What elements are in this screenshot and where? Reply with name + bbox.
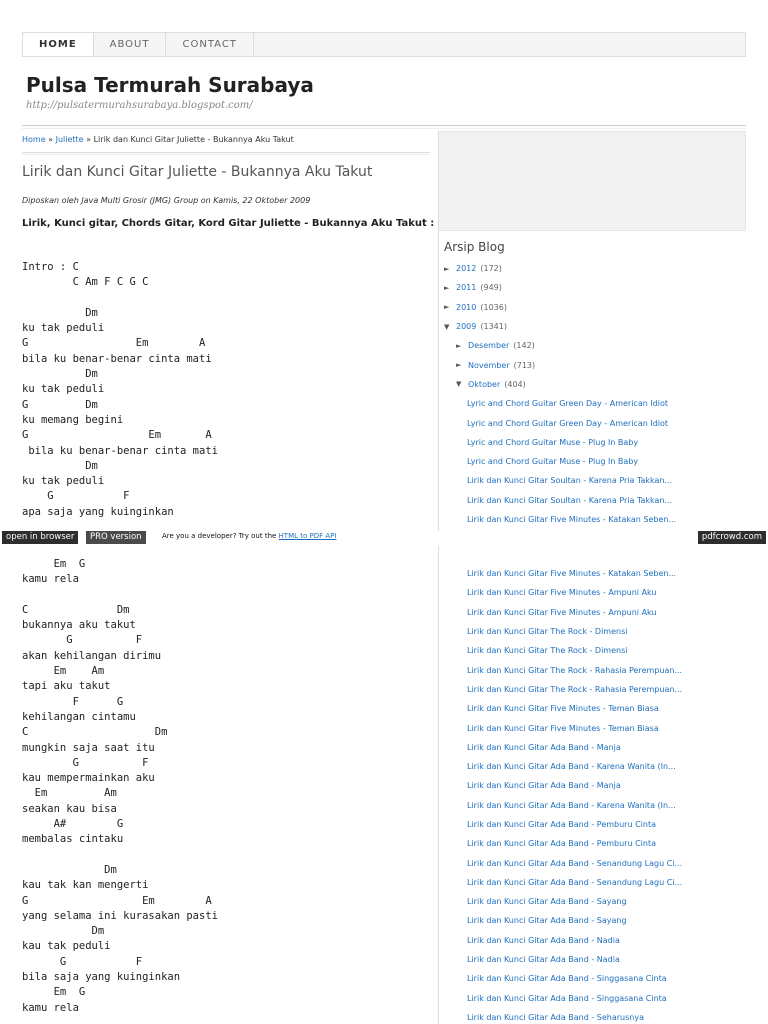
archive-post-link[interactable]: Lirik dan Kunci Gitar Five Minutes - Teman Biasa [467,704,659,714]
breadcrumb-label[interactable]: Juliette [55,135,84,144]
archive-year[interactable] [444,298,676,317]
archive-post-item[interactable] [444,911,682,930]
post-title: Lirik dan Kunci Gitar Juliette - Bukannya Aku Takut [22,164,373,180]
chord-sheet-bottom: Em G kamu rela C Dm bukannya aku takut G F akan kehilangan dirimu Em Am tapi aku takut F G kehilangan cintamu C Dm mungkin saja saat itu G F kau mempermainkan aku Em Am seakan kau bisa A# G membalas cintaku Dm kau tak kan mengerti G Em A yang selama ini kurasakan pasti Dm kau tak peduli G F bila saja yang kuinginkan Em G kamu rela [22,558,218,1014]
archive-year-link[interactable]: 2011 [456,283,477,293]
archive-post-item[interactable] [444,931,682,950]
pdfcrowd-bar [0,531,768,545]
archive-month-link[interactable]: Desember [468,341,510,351]
archive-month[interactable] [444,355,676,374]
archive-month[interactable] [444,375,676,394]
nav-contact[interactable]: CONTACT [166,33,253,56]
archive-post-item[interactable] [444,491,676,510]
archive-count: (142) [513,341,535,351]
archive-post-link[interactable]: Lyric and Chord Guitar Green Day - American Idiot [467,399,669,409]
toggle-icon[interactable]: ► [444,264,450,273]
breadcrumb-divider [22,152,430,155]
archive-count: (1036) [480,302,507,312]
archive-post-item[interactable] [444,738,682,757]
toggle-icon[interactable]: ► [444,303,450,312]
archive-post-item[interactable] [444,815,682,834]
chord-sheet-top: Intro : C C Am F C G C Dm ku tak peduli G Em A bila ku benar-benar cinta mati Dm ku tak peduli G Dm ku memang begini G Em A bila ku benar-benar cinta mati Dm ku tak peduli G F apa saja yang kuinginkan [22,261,218,518]
archive-year-link[interactable]: 2012 [456,264,477,274]
pro-version-button[interactable]: PRO version [86,531,146,544]
archive-count: (949) [480,283,502,293]
sidebar-ad-box [438,131,746,231]
archive-post-item[interactable] [444,1008,682,1024]
archive-post-link[interactable]: Lirik dan Kunci Gitar Ada Band - Karena Wanita (In... [467,800,676,810]
archive-year-link[interactable]: 2010 [456,302,477,312]
post-subtitle: Lirik, Kunci gitar, Chords Gitar, Kord Gitar Juliette - Bukannya Aku Takut : [22,218,435,229]
archive-post-link[interactable]: Lyric and Chord Guitar Muse - Plug In Baby [467,437,639,447]
archive-post-link[interactable]: Lirik dan Kunci Gitar The Rock - Dimensi [467,627,628,637]
archive-year-link[interactable]: 2009 [456,322,477,332]
archive-post-link[interactable]: Lirik dan Kunci Gitar Ada Band - Sayang [467,916,627,926]
archive-post-link[interactable]: Lirik dan Kunci Gitar Ada Band - Senandung Lagu Ci... [467,858,683,868]
archive-post-link[interactable]: Lirik dan Kunci Gitar Five Minutes - Teman Biasa [467,723,659,733]
breadcrumb-home[interactable]: Home [22,135,46,144]
nav-home[interactable]: HOME [23,33,94,56]
html-to-pdf-link[interactable]: HTML to PDF API [278,532,337,540]
blog-url: http://pulsatermurahsurabaya.blogspot.com/ [26,100,253,111]
archive-count: (404) [504,379,526,389]
archive-list-bottom [444,564,682,1024]
toggle-icon[interactable]: ► [456,361,462,370]
toggle-icon[interactable]: ► [456,341,462,350]
archive-post-link[interactable]: Lyric and Chord Guitar Muse - Plug In Baby [467,457,639,467]
toggle-icon[interactable]: ► [444,283,450,292]
sidebar-divider [438,131,439,531]
top-nav [22,32,746,57]
archive-post-link[interactable]: Lirik dan Kunci Gitar Ada Band - Senandung Lagu Ci... [467,877,683,887]
archive-post-link[interactable]: Lirik dan Kunci Gitar Ada Band - Seharusnya [467,1012,644,1022]
archive-count: (172) [480,264,502,274]
blog-title[interactable]: Pulsa Termurah Surabaya [26,73,314,97]
archive-post-item[interactable] [444,471,676,490]
header-divider [22,125,746,129]
archive-post-item[interactable] [444,834,682,853]
archive-post-link[interactable]: Lirik dan Kunci Gitar The Rock - Dimensi [467,646,628,656]
archive-post-link[interactable]: Lirik dan Kunci Gitar Ada Band - Manja [467,742,621,752]
archive-post-item[interactable] [444,583,682,602]
archive-post-link[interactable]: Lirik dan Kunci Gitar Soultan - Karena Pria Takkan... [467,476,673,486]
archive-post-item[interactable] [444,969,682,988]
archive-post-link[interactable]: Lyric and Chord Guitar Green Day - American Idiot [467,418,669,428]
archive-title: Arsip Blog [444,240,505,254]
archive-post-link[interactable]: Lirik dan Kunci Gitar Ada Band - Manja [467,781,621,791]
pdfcrowd-brand[interactable]: pdfcrowd.com [698,531,766,544]
archive-month-link[interactable]: Oktober [468,379,501,389]
nav-about[interactable]: ABOUT [94,33,167,56]
archive-post-item[interactable] [444,950,682,969]
archive-year[interactable] [444,259,676,278]
archive-post-link[interactable]: Lirik dan Kunci Gitar The Rock - Rahasia Perempuan... [467,684,683,694]
archive-post-item[interactable] [444,853,682,872]
sidebar-divider [438,546,439,1024]
archive-post-item[interactable] [444,892,682,911]
pdfcrowd-message [162,532,336,540]
archive-post-item[interactable] [444,622,682,641]
archive-post-item[interactable] [444,699,682,718]
archive-post-link[interactable]: Lirik dan Kunci Gitar Ada Band - Nadia [467,935,620,945]
breadcrumb-separator: » [83,135,94,144]
archive-post-link[interactable]: Lirik dan Kunci Gitar Soultan - Karena Pria Takkan... [467,495,673,505]
archive-post-item[interactable] [444,641,682,660]
archive-post-item[interactable] [444,603,682,622]
archive-post-link[interactable]: Lirik dan Kunci Gitar Five Minutes - Katakan Seben... [467,515,677,524]
archive-post-link[interactable]: Lirik dan Kunci Gitar Ada Band - Singgasana Cinta [467,974,667,984]
toggle-icon[interactable]: ▼ [444,322,450,331]
archive-post-link[interactable]: Lirik dan Kunci Gitar Ada Band - Pemburu Cinta [467,839,656,849]
post-meta: Diposkan oleh Java Multi Grosir (JMG) Group on Kamis, 22 Oktober 2009 [22,196,311,205]
archive-post-link[interactable]: Lirik dan Kunci Gitar Ada Band - Nadia [467,955,620,965]
archive-post-link[interactable]: Lirik dan Kunci Gitar The Rock - Rahasia Perempuan... [467,665,683,675]
breadcrumb-separator: » [45,135,56,144]
open-in-browser-button[interactable]: open in browser [2,531,78,544]
archive-month[interactable] [444,336,676,355]
archive-month-link[interactable]: November [468,360,510,370]
archive-post-link[interactable]: Lirik dan Kunci Gitar Ada Band - Pemburu Cinta [467,820,656,829]
archive-post-item[interactable] [444,394,676,413]
archive-post-item[interactable] [444,564,682,583]
toggle-icon[interactable]: ▼ [456,380,462,389]
archive-post-item[interactable] [444,680,682,699]
archive-post-link[interactable]: Lirik dan Kunci Gitar Ada Band - Singgasana Cinta [467,993,667,1003]
archive-post-item[interactable] [444,757,682,776]
archive-year[interactable] [444,278,676,297]
archive-post-item[interactable] [444,660,682,679]
archive-post-link[interactable]: Lirik dan Kunci Gitar Five Minutes - Katakan Seben... [467,569,677,579]
archive-post-item[interactable] [444,776,682,795]
archive-post-item[interactable] [444,413,676,432]
archive-post-link[interactable]: Lirik dan Kunci Gitar Ada Band - Karena Wanita (In... [467,762,676,772]
archive-post-item[interactable] [444,718,682,737]
archive-post-link[interactable]: Lirik dan Kunci Gitar Five Minutes - Ampuni Aku [467,607,657,617]
pdfcrowd-message-text: Are you a developer? Try out the [162,532,279,540]
archive-list-top [444,259,676,529]
archive-post-link[interactable]: Lirik dan Kunci Gitar Ada Band - Sayang [467,897,627,907]
archive-year[interactable] [444,317,676,336]
archive-post-item[interactable] [444,873,682,892]
archive-post-item[interactable] [444,510,676,529]
breadcrumb [22,135,294,144]
archive-post-item[interactable] [444,989,682,1008]
archive-post-item[interactable] [444,452,676,471]
archive-post-link[interactable]: Lirik dan Kunci Gitar Five Minutes - Ampuni Aku [467,588,657,598]
archive-post-item[interactable] [444,796,682,815]
archive-count: (1341) [480,322,507,332]
archive-count: (713) [513,360,536,370]
archive-post-item[interactable] [444,433,676,452]
breadcrumb-current: Lirik dan Kunci Gitar Juliette - Bukannya Aku Takut [93,135,294,144]
